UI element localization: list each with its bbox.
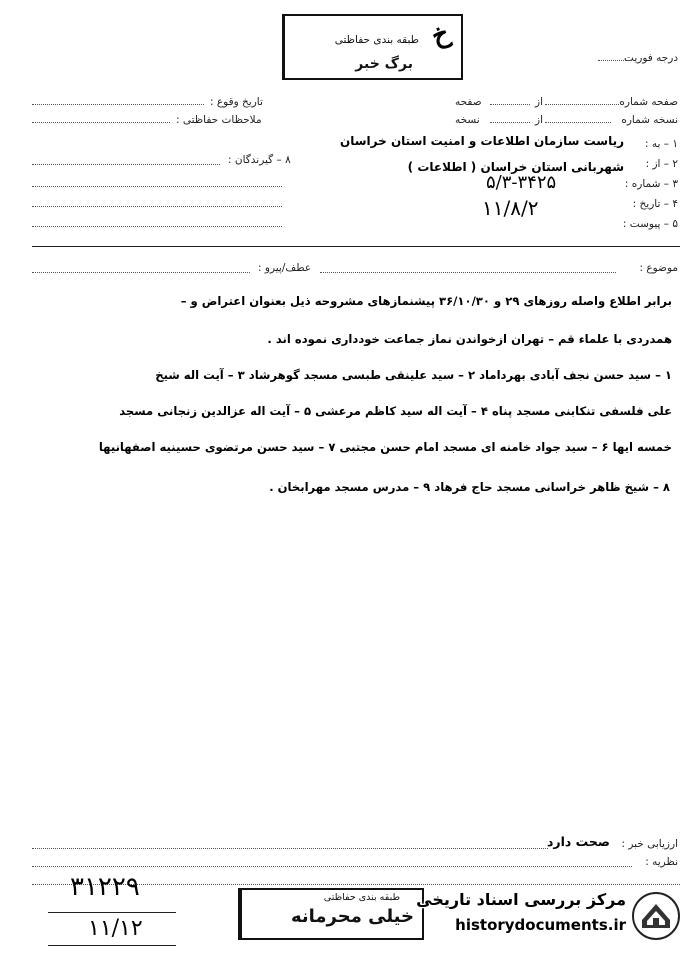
copy-number-dots — [545, 122, 611, 123]
number-value: ۵/۳-۳۴۲۵ — [486, 172, 557, 193]
of-label-2: از — [535, 114, 543, 126]
of-dots-1 — [490, 104, 530, 105]
copy-number-label: نسخه شماره — [621, 114, 678, 126]
of-dots-2 — [490, 122, 530, 123]
opinion-dots-1 — [32, 866, 632, 867]
attachment-label: ۵ – پیوست : — [622, 218, 678, 230]
body-line-2: همدردی با علماء قم – تهران ازخواندن نماز جماعت خودداری نموده اند . — [267, 332, 672, 346]
evaluation-dots — [32, 848, 548, 849]
evaluation-label: ارزیابی خبر : — [621, 838, 678, 850]
handwritten-number: ۳۱۲۲۹ — [70, 872, 140, 902]
protection-notes-label: ملاحظات حفاظتی : — [176, 114, 262, 126]
protection-notes-dots — [32, 122, 170, 123]
subject-dots — [320, 272, 616, 273]
opinion-label: نظریه : — [645, 856, 678, 868]
reference-dots — [32, 272, 250, 273]
event-date-label: تاریخ وقوع : — [210, 96, 263, 108]
watermark — [410, 884, 690, 948]
to-value: ریاست سازمان اطلاعات و امنیت استان خراسان — [339, 134, 624, 148]
recipients-label: ۸ – گیرندگان : — [228, 154, 291, 166]
body-line-4: علی فلسفی تنکابنی مسجد پناه ۴ – آیت اله سید کاظم مرعشی ۵ – آیت اله عزالدین زنجانی مسجد — [119, 404, 672, 418]
classification-stamp-bottom — [238, 888, 424, 940]
number-label: ۳ – شماره : — [624, 178, 678, 190]
to-label: ۱ – به : — [645, 138, 678, 150]
urgency-dots — [598, 60, 634, 61]
from-label: ۲ – از : — [645, 158, 678, 170]
date-value: ۱۱/۸/۲ — [482, 196, 539, 220]
subject-label: موضوع : — [639, 262, 678, 274]
watermark-url: historydocuments.ir — [455, 916, 626, 934]
body-line-3: ۱ – سید حسن نجف آبادی بهرداماد ۲ – سید علینقی طبسی مسجد گوهرشاد ۳ – آیت اله شیخ — [155, 368, 672, 382]
stamp-top-line2: برگ خبر — [355, 56, 413, 72]
handwritten-underline-1 — [48, 912, 176, 913]
body-line-1: برابر اطلاع واصله روزهای ۲۹ و ۳۶/۱۰/۳۰ پیشنمازهای مشروحه ذیل بعنوان اعتراض و – — [180, 294, 672, 308]
body-line-6: ۸ – شیخ ظاهر خراسانی مسجد حاج فرهاد ۹ – مدرس مسجد مهرابخان . — [269, 480, 670, 494]
stamp-handwritten-mark: خ — [427, 18, 454, 52]
of-label-1: از — [535, 96, 543, 108]
body-line-5: خمسه ایها ۶ – سید جواد خامنه ای مسجد امام حسن مجتبی ۷ – سید حسن مرتضوی حسینیه اصفهانیها — [98, 440, 672, 454]
date-label: ۴ – تاریخ : — [632, 198, 678, 210]
page-label: صفحه — [455, 96, 482, 108]
header-separator — [32, 246, 680, 247]
handwritten-date: ۱۱/۱۲ — [88, 916, 143, 941]
watermark-text: مرکز بررسی اسناد تاریخی — [416, 890, 626, 909]
recipients-dots-1 — [32, 164, 220, 165]
recipients-dots-3 — [32, 206, 282, 207]
evaluation-value: صحت دارد — [547, 834, 610, 849]
recipients-dots-4 — [32, 226, 282, 227]
urgency-label: درجه فوریت — [624, 52, 678, 64]
reference-label: عطف/پیرو : — [258, 262, 312, 274]
stamp-top-line1: طبقه بندی حفاظتی — [334, 34, 419, 46]
watermark-logo-icon — [630, 890, 682, 942]
stamp-bottom-value: خیلی محرمانه — [290, 906, 414, 927]
copy-label: نسخه — [455, 114, 480, 126]
page-number-label: صفحه شماره — [619, 96, 678, 108]
handwritten-underline-2 — [48, 945, 176, 946]
stamp-bottom-title: طبقه بندی حفاظتی — [323, 892, 400, 903]
event-date-dots — [32, 104, 204, 105]
recipients-dots-2 — [32, 186, 282, 187]
from-value: شهربانی استان خراسان ( اطلاعات ) — [407, 160, 624, 174]
page-number-dots — [545, 104, 619, 105]
